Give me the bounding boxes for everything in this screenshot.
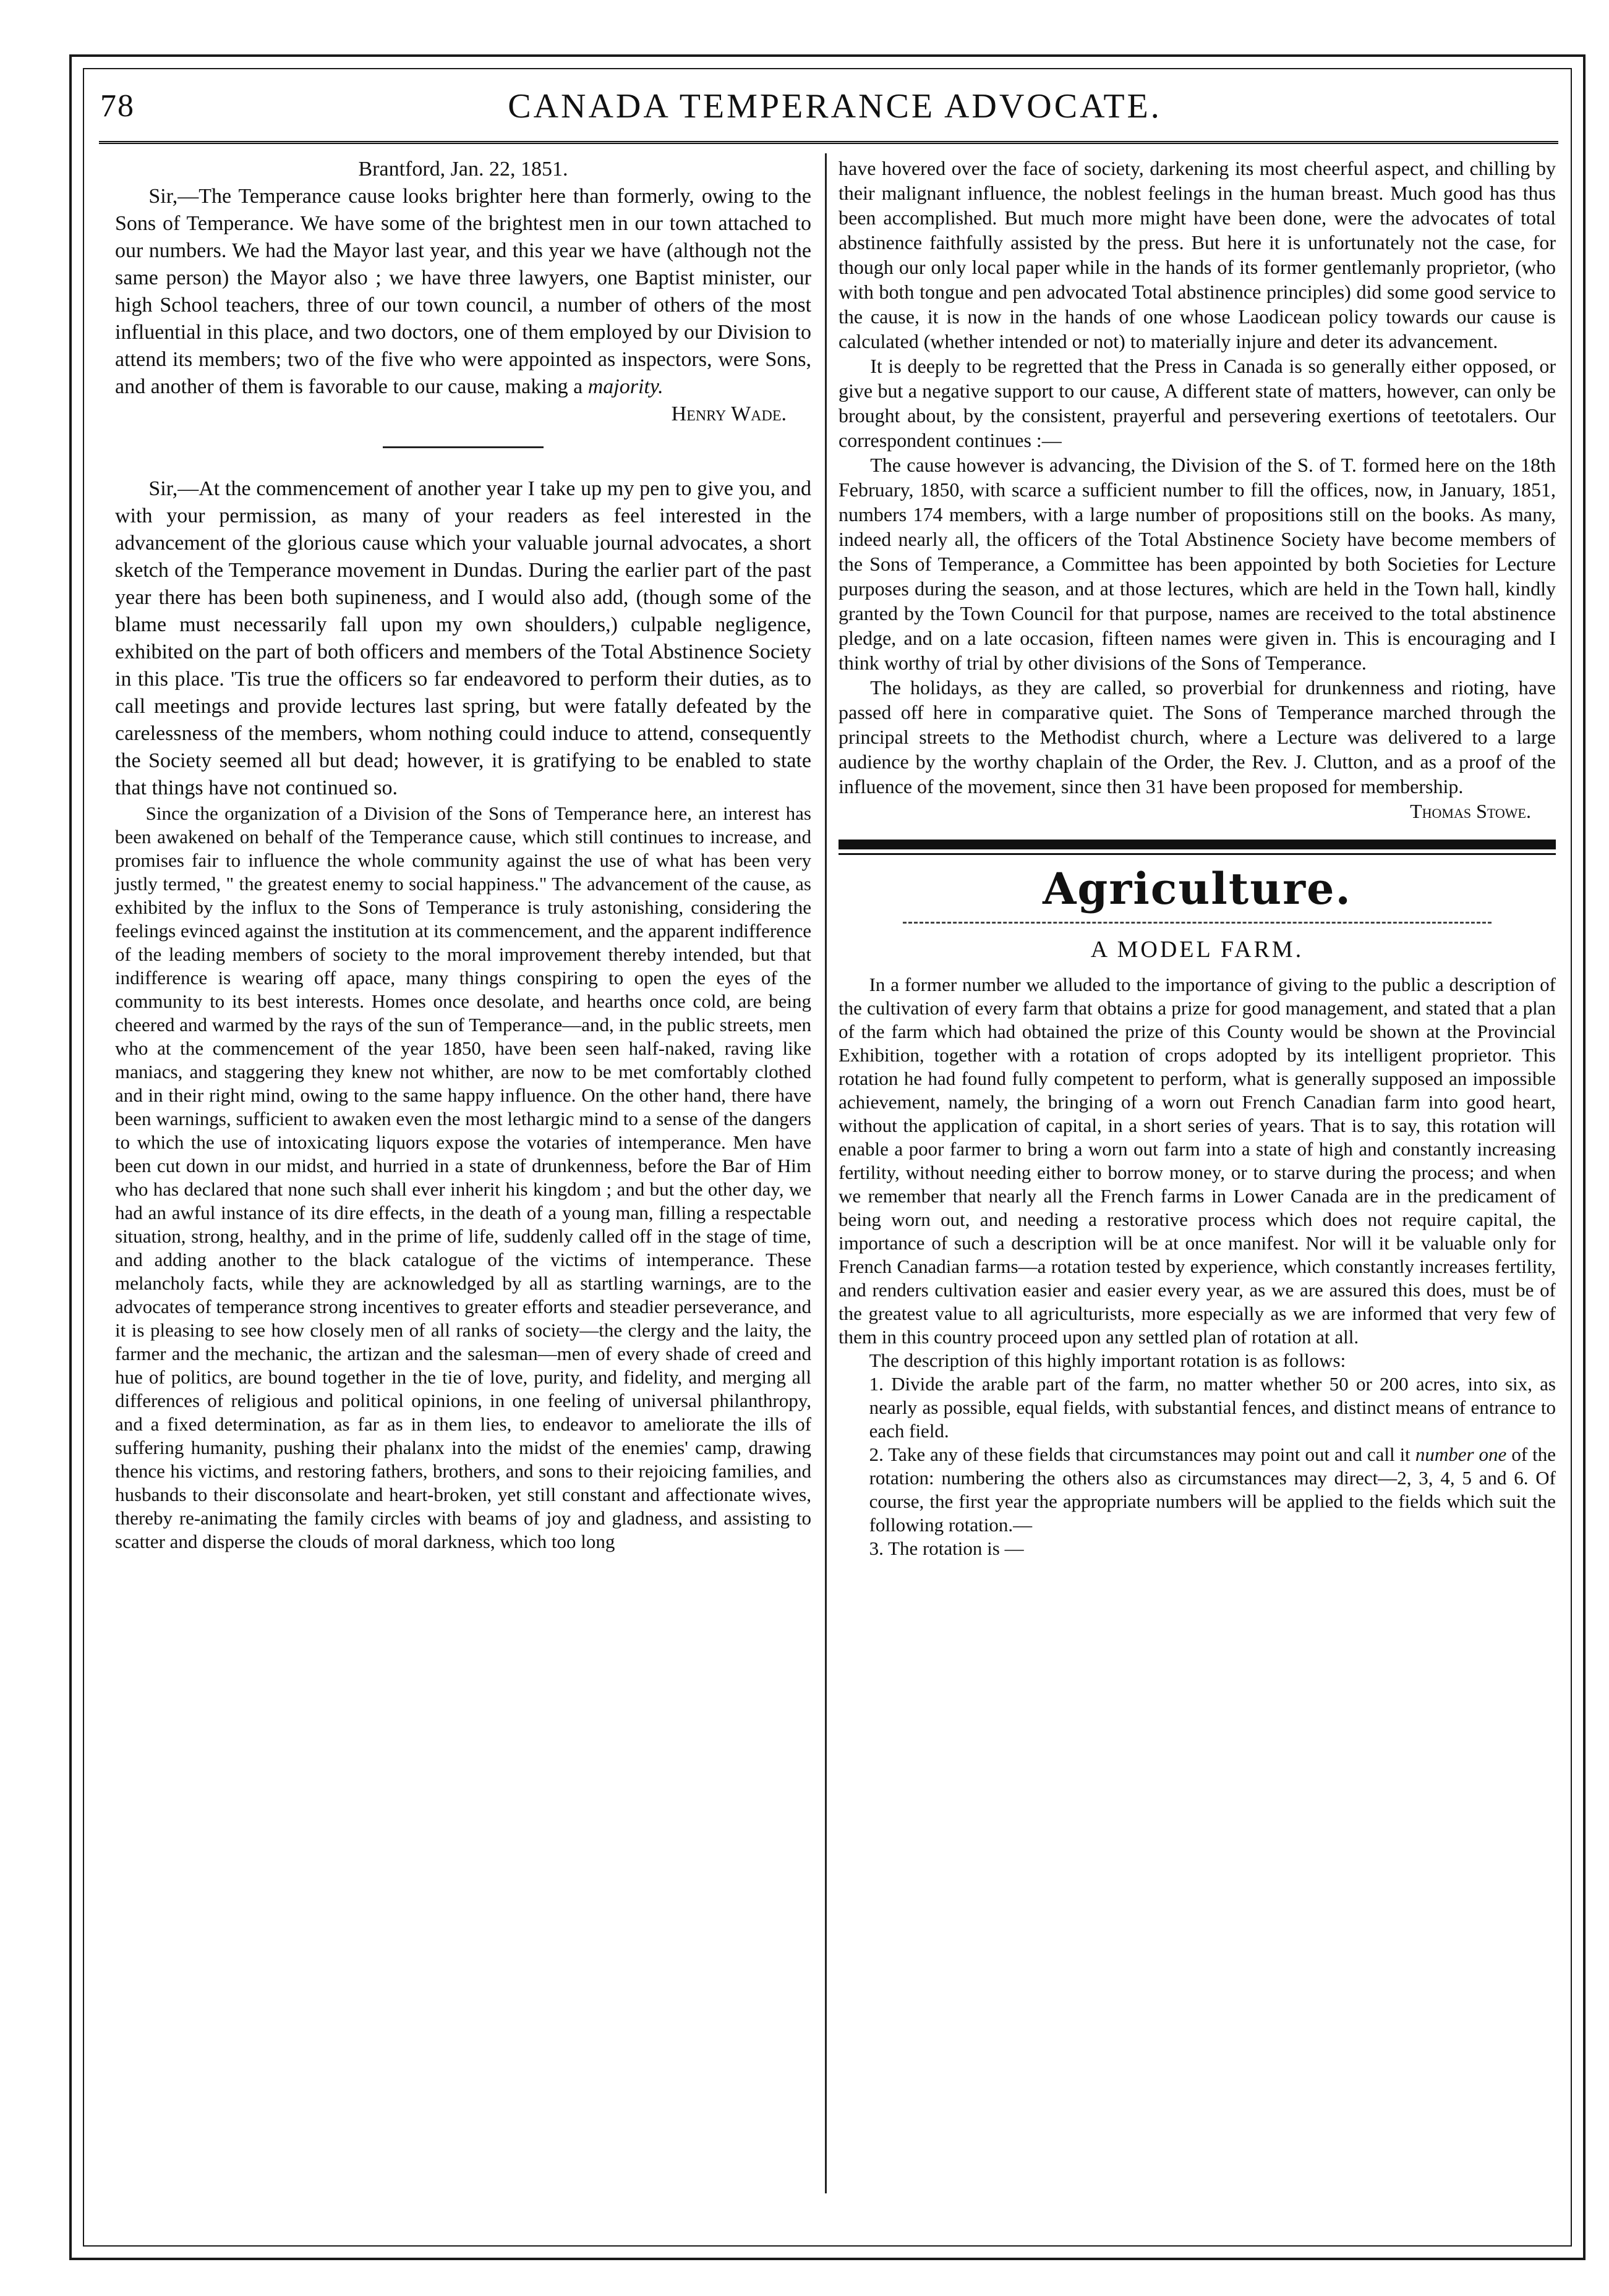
column-divider: [825, 153, 827, 2193]
right-column: [839, 156, 1556, 1560]
dundas-letter-intro: Sir,—At the commencement of another year I take up my pen to give you, and with your permission, as many of your readers as feel interested in the advancement of the glorious cause which your valuable journal advocates, a short sketch of the Temperance movement in Dundas. During the earlier part of the past year there has been both supineness, and I would also add, (though some of the blame must necessarily fall upon my own shoulders,) culpable negligence, exhibited on the part of both officers and members of the Total Abstinence Society in this place. 'Tis true the officers so far endeavored to perform their duties, as to call meetings and provide lectures last spring, but were fatally defeated by the carelessness of the members, whom nothing could induce to attend, consequently the Society seemed all but dead; however, it is gratifying to be enabled to state that things have not continued so.: [115, 477, 811, 799]
article-title: A MODEL FARM.: [1090, 937, 1304, 963]
letter-continuation: have hovered over the face of society, darkening its most cheerful aspect, and chilling by their malignant influence, the noblest feelings in the human breast. Much good has thus been accomplished. But much more might have been done, were the advocates of total abstinence faithfully assisted by the press. But here it is unfortunately not the case, for though our only local paper while in the hands of its former gentlemanly proprietor, (who with both tongue and pen advocated Total abstinence principles) did some good service to the cause, it is now in the hands of one whose Laodicean policy towards our cause is calculated (whether intended or not) to materially injure and deter its advancement.: [839, 157, 1556, 352]
section-dashed-rule: [903, 922, 1491, 924]
list-item: [839, 1443, 1556, 1537]
rotation-list: [839, 1372, 1556, 1560]
letter-separator: [383, 446, 544, 448]
section-rule-thin: [839, 853, 1556, 855]
list-item-emphasis: number one: [1415, 1444, 1507, 1465]
list-item: 3. The rotation is —: [869, 1537, 1024, 1559]
correspondent-signature: Thomas Stowe.: [1410, 800, 1531, 822]
holidays-paragraph: The holidays, as they are called, so proverbial for drunkenness and rioting, have passed off here in comparative quiet. The Sons of Temperance marched through the principal streets to the Methodist church, where a Lecture was delivered to a large audience by the worthy chaplain of the Order, the Rev. J. Clutton, and as a proof of the influence of the movement, since then 31 have been proposed for membership.: [839, 676, 1556, 797]
left-column: [115, 156, 811, 1554]
masthead-title: CANADA TEMPERANCE ADVOCATE.: [508, 87, 1162, 125]
list-item-text: 2. Take any of these fields that circumstances may point out and call it: [869, 1444, 1411, 1465]
letter-body: [115, 183, 811, 401]
letter-body-text: Sir,—The Temperance cause looks brighter here than formerly, owing to the Sons of Temperance. We have some of the brightest men in our town attached to our numbers. We had the Mayor last year, and this year we have (although not the same person) the Mayor also ; we have three lawyers, one Baptist minister, our high School teachers, three of our town council, a number of others of the most influential in this place, and two doctors, one of them employed by our Division to attend its members; two of the five who were appointed as inspectors, were Sons, and another of them is favorable to our cause, making a: [115, 185, 811, 398]
editorial-note: It is deeply to be regretted that the Press in Canada is so generally either opposed, or give but a negative support to our cause, A different state of matters, however, can only be brought about, by the consistent, prayerful and persevering exertions of teetotalers. Our correspondent continues :—: [839, 355, 1556, 451]
agriculture-heading: Agriculture.: [1043, 863, 1352, 914]
letter-body-emphasis: majority.: [587, 375, 664, 398]
letter-dateline: Brantford, Jan. 22, 1851.: [358, 158, 568, 181]
rotation-intro: The description of this highly important rotation is as follows:: [869, 1350, 1346, 1371]
section-rule-thick: [839, 840, 1556, 849]
page-number: 78: [100, 88, 135, 124]
division-paragraph: The cause however is advancing, the Division of the S. of T. formed here on the 18th February, 1850, with scarce a sufficient number to fill the offices, now, in January, 1851, numbers 174 members, with a large number of propositions still on the books. As many, indeed nearly all, the officers of the Total Abstinence Society have become members of the Sons of Temperance, a Committee has been appointed by both Societies for Lecture purposes during the season, and at those lectures, which are held in the Town hall, kindly granted by the Town Council for that purpose, names are received to the total abstinence pledge, and on a late occasion, fifteen names were given in. This is encouraging and I think worthy of trial by other divisions of the Sons of Temperance.: [839, 454, 1556, 674]
list-item-text: of the rotation: numbering the others also as circumstances may direct—2, 3, 4, 5 and 6. Of course, the first year the appropriate numbers will be applied to the fields which suit the following rotation.—: [869, 1444, 1556, 1536]
letter-signature: Henry Wade.: [671, 402, 787, 425]
list-item: 1. Divide the arable part of the farm, no matter whether 50 or 200 acres, into six, as nearly as possible, equal fields, with substantial fences, and distinct means of entrance to each field.: [869, 1373, 1556, 1442]
dundas-letter-body: Since the organization of a Division of the Sons of Temperance here, an interest has been awakened on behalf of the Temperance cause, which still continues to increase, and promises fair to influence the whole community against the use of what has been very justly termed, " the greatest enemy to social happiness." The advancement of the cause, as exhibited by the influx to the Sons of Temperance is truly astonishing, considering the feelings evinced against the institution at its commencement, and the apparent indifference of the leading members of society to the moral improvement thereby intended, but that indifference is wearing off apace, many things conspiring to open the eyes of the community to its best interests. Homes once desolate, and hearths once cold, are being cheered and warmed by the rays of the sun of Temperance—and, in the public streets, men who at the commencement of the year 1850, have been seen half-naked, raving like maniacs, and staggering they knew not whither, are now to be met comfortably clothed and in their right mind, owing to the same happy influence. On the other hand, there have been warnings, sufficient to awaken even the most lethargic mind to a sense of the dangers to which the use of intoxicating liquors expose the votaries of intemperance. Men have been cut down in our midst, and hurried in a state of drunkenness, before the Bar of Him who has declared that none such shall ever inherit his kingdom ; and but the other day, we had an awful instance of its dire effects, in the death of a young man, filling a respectable situation, strong, healthy, and in the prime of life, suddenly called off in the stage of time, and adding another to the black catalogue of the victims of intemperance. These melancholy facts, while they are acknowledged by all as startling warnings, are to the advocates of temperance strong incentives to greater efforts and steadier perseverance, and it is pleasing to see how closely men of all ranks of society—the clergy and the laity, the farmer and the mechanic, the artizan and the salesman—men of every shade of creed and hue of politics, are bound together in the tie of love, purity, and fidelity, and merging all differences of religious and political opinions, in one feeling of universal philanthropy, and a fixed determination, as far as in them lies, to endeavor to ameliorate the ills of suffering humanity, pushing their phalanx into the midst of the enemies' camp, drawing thence his victims, and restoring fathers, brothers, and sons to their rejoicing families, and husbands to their disconsolate and heart-broken, yet still constant and affectionate wives, thereby re-animating the family circles with beams of joy and gladness, and assisting to scatter and disperse the clouds of moral darkness, which too long: [115, 802, 811, 1552]
header-rule: [99, 141, 1558, 144]
farm-paragraph: In a former number we alluded to the importance of giving to the public a description of the cultivation of every farm that obtains a prize for good management, and stated that a plan of the farm which had obtained the prize of this County would be shown at the Provincial Exhibition, together with a rotation of crops adopted by its intelligent proprietor. This rotation he had found fully competent to perform, what is generally supposed an impossible achievement, namely, the bringing of a worn out French Canadian farm into good heart, without the application of capital, in a short series of years. That is to say, this rotation will enable a poor farmer to bring a worn out farm into a state of high and constantly increasing fertility, without needing either to borrow money, or to starve during the process; and when we remember that nearly all the French farms in Lower Canada are in the predicament of being worn out, and needing a restorative process which does not require capital, the importance of such a description will be at once manifest. Nor will it be valuable only for French Canadian farms—a rotation tested by experience, which constantly increases fertility, and renders cultivation easier and easier every year, as we are assured this does, must be of the greatest value to all agriculturists, more especially as we are informed that very few of them in this country proceed upon any settled plan of rotation at all.: [839, 974, 1556, 1348]
